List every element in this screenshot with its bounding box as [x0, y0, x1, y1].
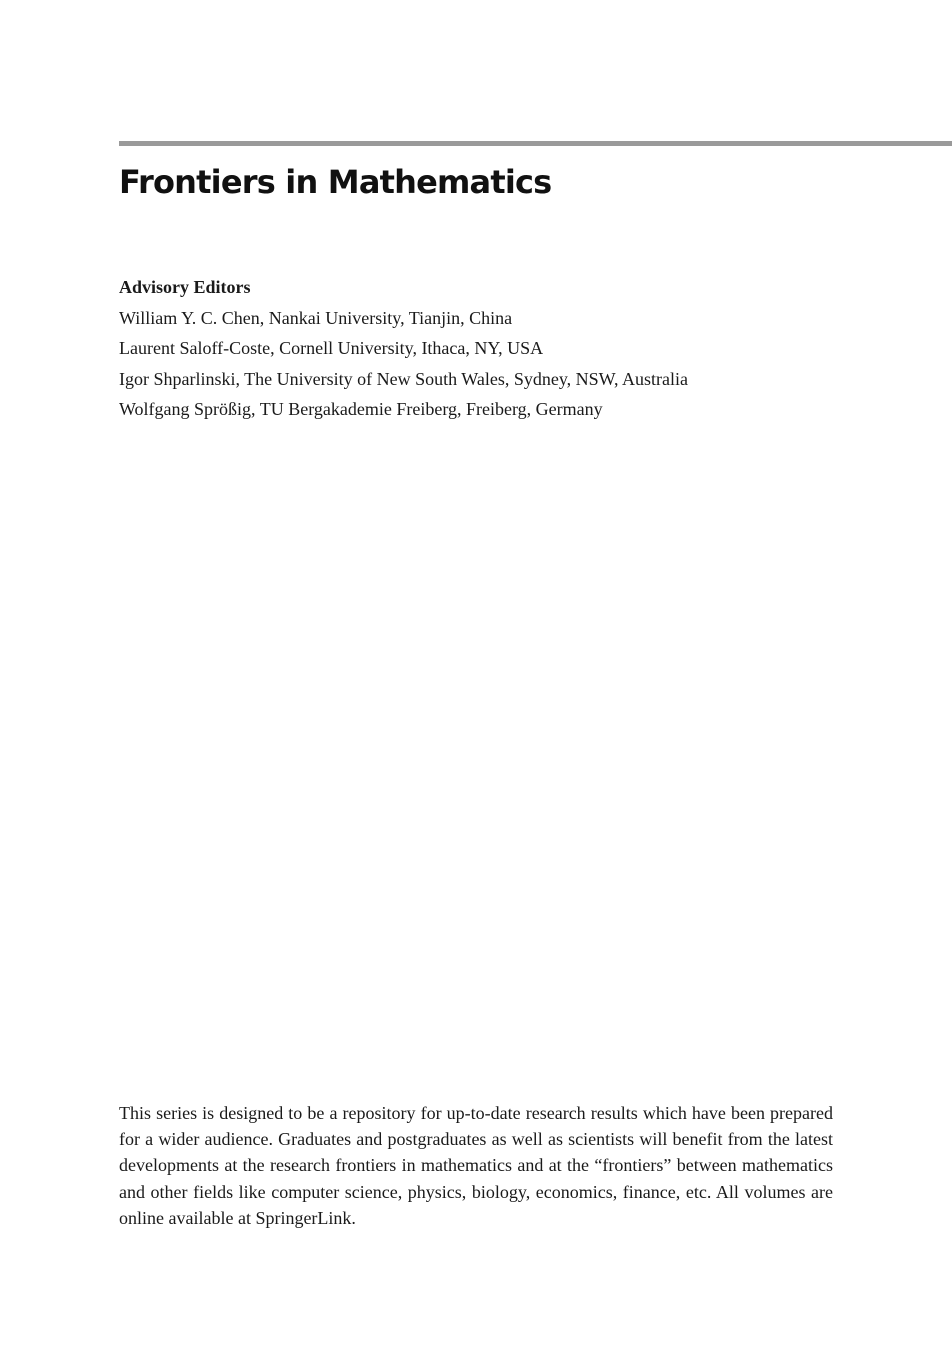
series-description: This series is designed to be a repository for up-to-date research results which have been prepared for a wider audience. Graduates and postgraduates as well as scientists will benefit from the latest developments at the research frontiers in mathematics and at the “frontiers” between mathematics and other fields like computer science, physics, biology, economics, finance, etc. All volumes are online available at SpringerLink.	[119, 1103, 833, 1228]
editor-item: Laurent Saloff-Coste, Cornell University, Ithaca, NY, USA	[119, 338, 544, 358]
editor-list	[119, 303, 879, 425]
top-rule	[119, 141, 952, 146]
editor-item: Igor Shparlinski, The University of New South Wales, Sydney, NSW, Australia	[119, 368, 689, 389]
series-title: Frontiers in Mathematics	[119, 163, 552, 201]
editor-item: William Y. C. Chen, Nankai University, Tianjin, China	[119, 307, 513, 328]
advisory-editors	[119, 272, 879, 425]
editor-item: Wolfgang Sprößig, TU Bergakademie Freiberg, Freiberg, Germany	[119, 399, 603, 419]
editors-heading: Advisory Editors	[119, 277, 251, 297]
